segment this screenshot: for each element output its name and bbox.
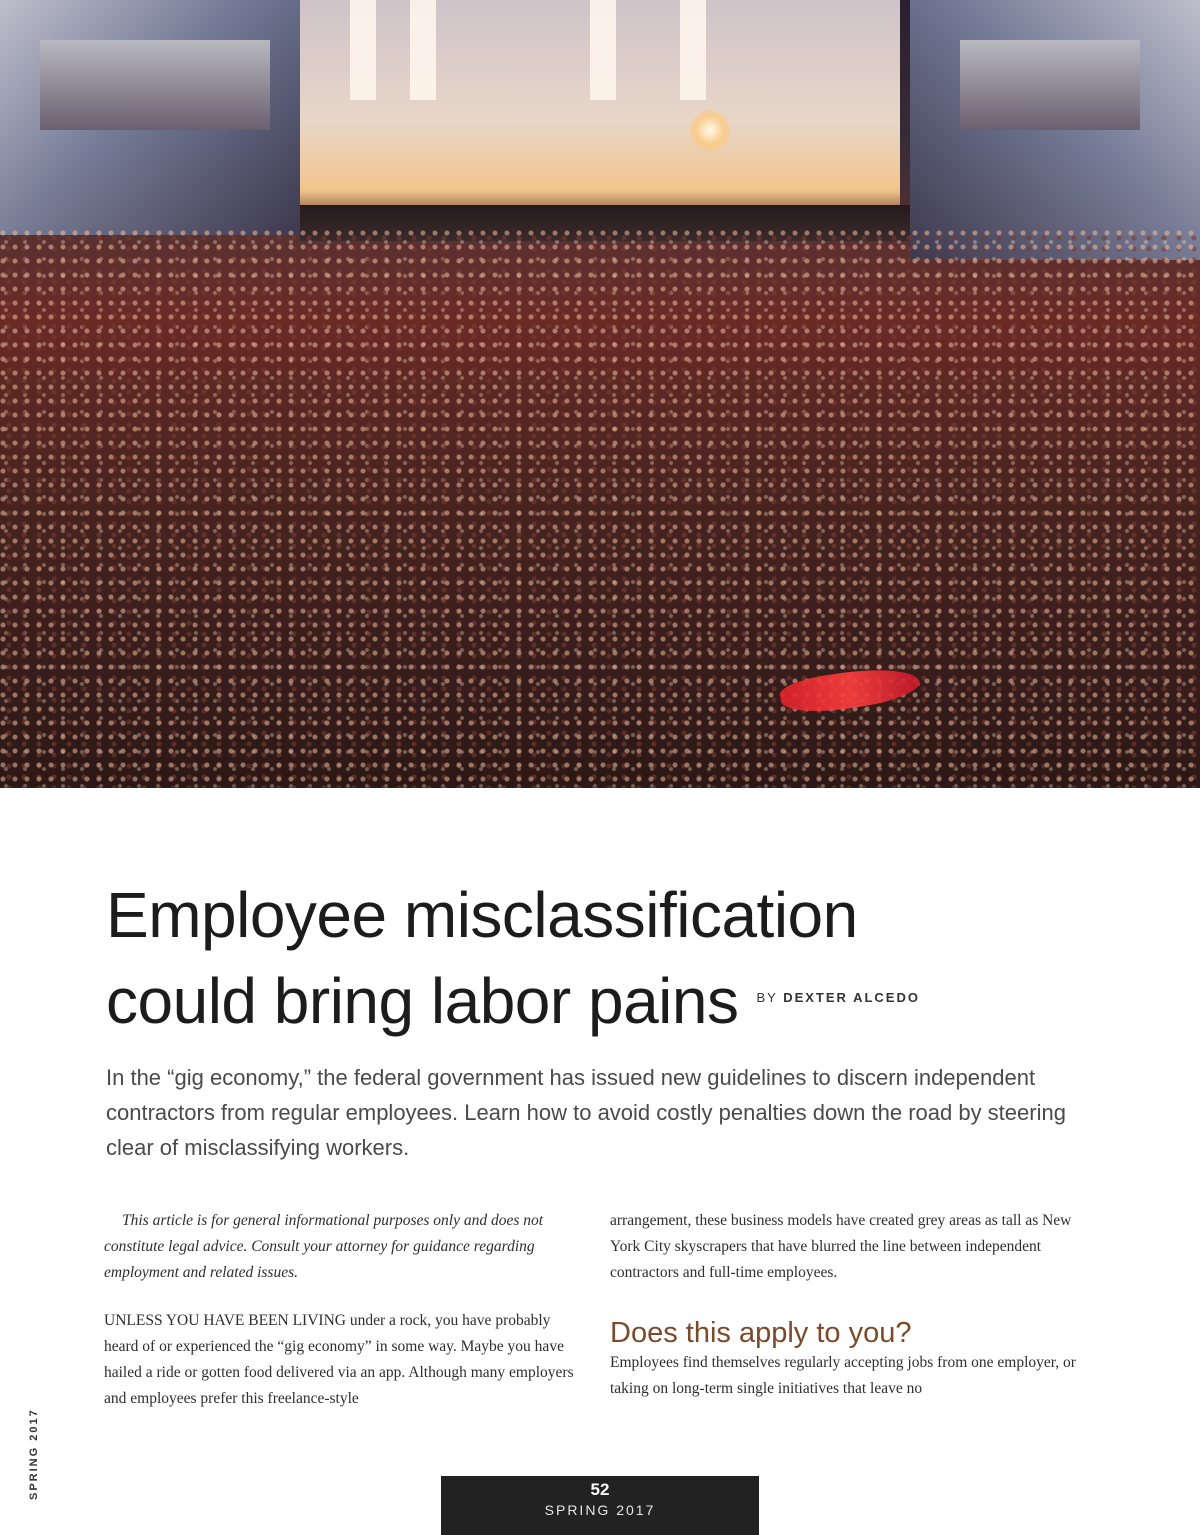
spacer bbox=[610, 1286, 1080, 1316]
intro-lead: UNLESS YOU HAVE BEEN LIVING bbox=[104, 1312, 346, 1329]
article-deck: In the “gig economy,” the federal government has issued new guidelines to discern independent contractors from regular employees. Learn how to avoid costly penalties down the road by steering clear of misclassifying workers. bbox=[106, 1065, 1066, 1160]
intro-paragraph bbox=[104, 1308, 582, 1412]
byline-prefix: BY bbox=[756, 990, 778, 1006]
stage-light bbox=[680, 0, 706, 100]
video-screen-left bbox=[40, 40, 270, 130]
crowd bbox=[0, 230, 1200, 788]
side-issue-label: SPRING 2017 bbox=[28, 1408, 40, 1500]
intro-text: under a rock, you have probably heard of or experienced the “gig economy” in some way. Maybe you have hailed a ride or gotten food delivered via an app. Although many employers and employees prefer this freelance-style bbox=[104, 1312, 574, 1407]
pyro-flare bbox=[690, 110, 730, 150]
video-screen-right bbox=[960, 40, 1140, 130]
page-number: 52 bbox=[590, 1480, 610, 1499]
title-line-1: Employee misclassification bbox=[106, 879, 858, 951]
disclaimer: This article is for general informational purposes only and does not constitute legal advice. Consult your attorney for guidance regarding employment and related issues. bbox=[104, 1212, 544, 1281]
stage-light bbox=[410, 0, 436, 100]
title-line-2: could bring labor pains bbox=[106, 965, 739, 1037]
speaker-tower-right bbox=[910, 0, 1200, 260]
byline bbox=[756, 990, 919, 1005]
author-name: DEXTER ALCEDO bbox=[783, 990, 920, 1006]
column-right bbox=[610, 1208, 1080, 1402]
footer-issue: SPRING 2017 bbox=[544, 1502, 656, 1518]
column-left bbox=[104, 1208, 582, 1412]
stage-light bbox=[590, 0, 616, 100]
page-footer bbox=[441, 1476, 759, 1535]
intro-continued: arrangement, these business models have created grey areas as tall as New York City skyscrapers that have blurred the line between independent contractors and full-time employees. bbox=[610, 1212, 1072, 1281]
spacer bbox=[104, 1286, 582, 1308]
article-title bbox=[106, 872, 1006, 1049]
stage-light bbox=[350, 0, 376, 100]
section-subhead: Does this apply to you? bbox=[610, 1317, 912, 1349]
section-paragraph: Employees find themselves regularly accepting jobs from one employer, or taking on long-term single initiatives that leave no bbox=[610, 1354, 1076, 1397]
